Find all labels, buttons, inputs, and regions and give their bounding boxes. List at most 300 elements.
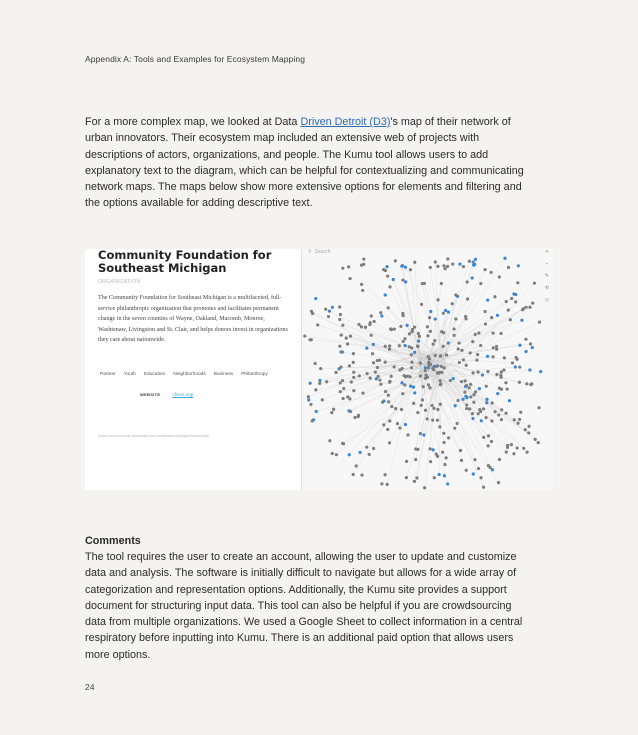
network-node[interactable] bbox=[384, 361, 387, 364]
network-node[interactable] bbox=[485, 398, 488, 401]
network-node[interactable] bbox=[484, 416, 487, 419]
network-node[interactable] bbox=[374, 371, 377, 374]
network-node[interactable] bbox=[465, 364, 468, 367]
network-node[interactable] bbox=[518, 365, 521, 368]
network-node[interactable] bbox=[410, 366, 413, 369]
network-node[interactable] bbox=[392, 278, 395, 281]
network-node[interactable] bbox=[438, 379, 441, 382]
network-node[interactable] bbox=[414, 458, 417, 461]
network-node[interactable] bbox=[452, 377, 455, 380]
zoom-out-icon[interactable]: − bbox=[545, 261, 549, 267]
network-node[interactable] bbox=[412, 385, 415, 388]
network-node[interactable] bbox=[472, 264, 475, 267]
network-node[interactable] bbox=[462, 265, 465, 268]
network-node[interactable] bbox=[492, 332, 495, 335]
network-node[interactable] bbox=[403, 337, 406, 340]
network-node[interactable] bbox=[504, 412, 507, 415]
network-node[interactable] bbox=[472, 472, 475, 475]
tag-partner[interactable]: Partner bbox=[100, 372, 116, 377]
network-node[interactable] bbox=[437, 473, 440, 476]
network-node[interactable] bbox=[478, 387, 481, 390]
network-node[interactable] bbox=[474, 258, 477, 261]
network-node[interactable] bbox=[441, 451, 444, 454]
pencil-icon[interactable]: ✎ bbox=[544, 273, 549, 279]
network-node[interactable] bbox=[460, 459, 463, 462]
network-node[interactable] bbox=[360, 325, 363, 328]
network-node[interactable] bbox=[442, 432, 445, 435]
network-node[interactable] bbox=[400, 265, 403, 268]
network-node[interactable] bbox=[482, 486, 485, 489]
network-node[interactable] bbox=[405, 324, 408, 327]
network-node[interactable] bbox=[388, 381, 391, 384]
network-node[interactable] bbox=[328, 439, 331, 442]
network-node[interactable] bbox=[352, 361, 355, 364]
network-node[interactable] bbox=[467, 386, 470, 389]
network-node[interactable] bbox=[456, 422, 459, 425]
network-node[interactable] bbox=[386, 483, 389, 486]
network-node[interactable] bbox=[436, 298, 439, 301]
network-node[interactable] bbox=[371, 352, 374, 355]
network-node[interactable] bbox=[443, 366, 446, 369]
network-node[interactable] bbox=[500, 332, 503, 335]
network-node[interactable] bbox=[387, 394, 390, 397]
network-node[interactable] bbox=[416, 345, 419, 348]
network-node[interactable] bbox=[330, 411, 333, 414]
network-node[interactable] bbox=[341, 267, 344, 270]
network-node[interactable] bbox=[518, 344, 521, 347]
network-node[interactable] bbox=[413, 351, 416, 354]
network-node[interactable] bbox=[419, 361, 422, 364]
network-node[interactable] bbox=[385, 265, 388, 268]
network-node[interactable] bbox=[502, 368, 505, 371]
network-node[interactable] bbox=[469, 351, 472, 354]
network-node[interactable] bbox=[480, 419, 483, 422]
tag-neighborhoods[interactable]: Neighborhoods bbox=[173, 372, 206, 377]
map-search[interactable] bbox=[308, 249, 331, 255]
network-node[interactable] bbox=[510, 443, 513, 446]
network-node[interactable] bbox=[527, 425, 530, 428]
network-node[interactable] bbox=[378, 359, 381, 362]
network-node[interactable] bbox=[424, 377, 427, 380]
network-node[interactable] bbox=[466, 280, 469, 283]
network-node[interactable] bbox=[444, 309, 447, 312]
network-node[interactable] bbox=[379, 311, 382, 314]
network-node[interactable] bbox=[451, 302, 454, 305]
network-node[interactable] bbox=[331, 452, 334, 455]
network-node[interactable] bbox=[509, 318, 512, 321]
network-node[interactable] bbox=[527, 431, 530, 434]
network-node[interactable] bbox=[338, 305, 341, 308]
network-node[interactable] bbox=[443, 463, 446, 466]
network-node[interactable] bbox=[486, 355, 489, 358]
network-node[interactable] bbox=[514, 365, 517, 368]
network-node[interactable] bbox=[372, 447, 375, 450]
network-node[interactable] bbox=[431, 419, 434, 422]
network-node[interactable] bbox=[432, 368, 435, 371]
network-map-panel[interactable] bbox=[302, 249, 553, 490]
network-node[interactable] bbox=[491, 401, 494, 404]
network-node[interactable] bbox=[387, 306, 390, 309]
network-node[interactable] bbox=[471, 371, 474, 374]
network-node[interactable] bbox=[423, 486, 426, 489]
network-node[interactable] bbox=[522, 307, 525, 310]
network-node[interactable] bbox=[442, 312, 445, 315]
network-node[interactable] bbox=[447, 310, 450, 313]
network-node[interactable] bbox=[373, 320, 376, 323]
network-node[interactable] bbox=[516, 358, 519, 361]
network-node[interactable] bbox=[401, 278, 404, 281]
network-node[interactable] bbox=[370, 314, 373, 317]
network-node[interactable] bbox=[349, 410, 352, 413]
network-node[interactable] bbox=[417, 340, 420, 343]
network-node[interactable] bbox=[490, 440, 493, 443]
network-node[interactable] bbox=[474, 333, 477, 336]
network-node[interactable] bbox=[307, 398, 310, 401]
network-node[interactable] bbox=[314, 388, 317, 391]
tag-philanthropy[interactable]: Philanthropy bbox=[241, 372, 268, 377]
network-node[interactable] bbox=[340, 333, 343, 336]
network-node[interactable] bbox=[357, 323, 360, 326]
network-node[interactable] bbox=[442, 441, 445, 444]
network-node[interactable] bbox=[331, 306, 334, 309]
network-node[interactable] bbox=[516, 446, 519, 449]
network-node[interactable] bbox=[424, 409, 427, 412]
network-node[interactable] bbox=[338, 318, 341, 321]
network-node[interactable] bbox=[311, 419, 314, 422]
network-node[interactable] bbox=[342, 442, 345, 445]
network-node[interactable] bbox=[339, 390, 342, 393]
network-node[interactable] bbox=[429, 266, 432, 269]
network-node[interactable] bbox=[372, 343, 375, 346]
network-node[interactable] bbox=[472, 393, 475, 396]
network-node[interactable] bbox=[528, 306, 531, 309]
network-node[interactable] bbox=[313, 362, 316, 365]
network-node[interactable] bbox=[495, 345, 498, 348]
network-node[interactable] bbox=[447, 436, 450, 439]
network-node[interactable] bbox=[309, 382, 312, 385]
network-node[interactable] bbox=[360, 264, 363, 267]
network-node[interactable] bbox=[518, 381, 521, 384]
network-node[interactable] bbox=[531, 346, 534, 349]
network-node[interactable] bbox=[510, 297, 513, 300]
network-node[interactable] bbox=[524, 350, 527, 353]
network-node[interactable] bbox=[539, 370, 542, 373]
network-node[interactable] bbox=[428, 386, 431, 389]
network-node[interactable] bbox=[460, 380, 463, 383]
network-node[interactable] bbox=[376, 366, 379, 369]
network-node[interactable] bbox=[494, 410, 497, 413]
network-node[interactable] bbox=[426, 325, 429, 328]
network-node[interactable] bbox=[433, 339, 436, 342]
network-node[interactable] bbox=[537, 441, 540, 444]
network-node[interactable] bbox=[357, 414, 360, 417]
network-node[interactable] bbox=[387, 400, 390, 403]
network-node[interactable] bbox=[426, 334, 429, 337]
network-node[interactable] bbox=[471, 276, 474, 279]
network-node[interactable] bbox=[443, 474, 446, 477]
network-node[interactable] bbox=[379, 383, 382, 386]
network-node[interactable] bbox=[335, 453, 338, 456]
network-node[interactable] bbox=[453, 334, 456, 337]
network-node[interactable] bbox=[398, 368, 401, 371]
network-node[interactable] bbox=[497, 481, 500, 484]
network-node[interactable] bbox=[472, 401, 475, 404]
network-node[interactable] bbox=[384, 345, 387, 348]
network-node[interactable] bbox=[424, 373, 427, 376]
network-node[interactable] bbox=[442, 331, 445, 334]
kumu-footer-link[interactable]: kumu.io/community-foundation-for-southeast-michigan/community bbox=[98, 434, 209, 438]
network-node[interactable] bbox=[451, 262, 454, 265]
network-node[interactable] bbox=[487, 434, 490, 437]
network-node[interactable] bbox=[456, 399, 459, 402]
network-node[interactable] bbox=[303, 334, 306, 337]
network-node[interactable] bbox=[508, 399, 511, 402]
network-node[interactable] bbox=[352, 352, 355, 355]
network-node[interactable] bbox=[361, 392, 364, 395]
network-node[interactable] bbox=[409, 375, 412, 378]
network-node[interactable] bbox=[465, 384, 468, 387]
network-node[interactable] bbox=[386, 274, 389, 277]
network-node[interactable] bbox=[403, 383, 406, 386]
network-node[interactable] bbox=[365, 347, 368, 350]
network-node[interactable] bbox=[506, 444, 509, 447]
network-node[interactable] bbox=[491, 355, 494, 358]
network-node[interactable] bbox=[478, 408, 481, 411]
network-node[interactable] bbox=[528, 368, 531, 371]
network-node[interactable] bbox=[436, 408, 439, 411]
network-node[interactable] bbox=[338, 345, 341, 348]
network-node[interactable] bbox=[383, 473, 386, 476]
network-node[interactable] bbox=[429, 310, 432, 313]
network-node[interactable] bbox=[400, 408, 403, 411]
network-node[interactable] bbox=[517, 264, 520, 267]
network-node[interactable] bbox=[469, 383, 472, 386]
network-node[interactable] bbox=[486, 298, 489, 301]
network-node[interactable] bbox=[324, 308, 327, 311]
network-node[interactable] bbox=[472, 260, 475, 263]
network-node[interactable] bbox=[453, 427, 456, 430]
network-node[interactable] bbox=[352, 371, 355, 374]
network-node[interactable] bbox=[382, 399, 385, 402]
network-node[interactable] bbox=[460, 349, 463, 352]
network-node[interactable] bbox=[358, 374, 361, 377]
network-node[interactable] bbox=[339, 313, 342, 316]
network-node[interactable] bbox=[428, 316, 431, 319]
network-node[interactable] bbox=[384, 293, 387, 296]
network-node[interactable] bbox=[445, 456, 448, 459]
network-node[interactable] bbox=[422, 385, 425, 388]
tag-youth[interactable]: Youth bbox=[123, 372, 136, 377]
network-node[interactable] bbox=[334, 371, 337, 374]
network-node[interactable] bbox=[481, 373, 484, 376]
network-node[interactable] bbox=[458, 341, 461, 344]
tag-education[interactable]: Education bbox=[143, 372, 166, 377]
network-node[interactable] bbox=[485, 385, 488, 388]
network-node[interactable] bbox=[498, 387, 501, 390]
network-node[interactable] bbox=[476, 370, 479, 373]
network-node[interactable] bbox=[434, 354, 437, 357]
network-node[interactable] bbox=[434, 317, 437, 320]
network-node[interactable] bbox=[384, 390, 387, 393]
network-node[interactable] bbox=[416, 448, 419, 451]
network-node[interactable] bbox=[464, 379, 467, 382]
network-node[interactable] bbox=[388, 285, 391, 288]
network-node[interactable] bbox=[458, 361, 461, 364]
network-node[interactable] bbox=[505, 450, 508, 453]
network-node[interactable] bbox=[316, 323, 319, 326]
network-node[interactable] bbox=[309, 403, 312, 406]
network-node[interactable] bbox=[401, 312, 404, 315]
network-node[interactable] bbox=[424, 369, 427, 372]
network-node[interactable] bbox=[484, 322, 487, 325]
network-node[interactable] bbox=[422, 433, 425, 436]
network-node[interactable] bbox=[417, 332, 420, 335]
network-node[interactable] bbox=[429, 460, 432, 463]
network-node[interactable] bbox=[516, 281, 519, 284]
network-node[interactable] bbox=[307, 395, 310, 398]
network-node[interactable] bbox=[308, 338, 311, 341]
network-node[interactable] bbox=[388, 419, 391, 422]
network-node[interactable] bbox=[514, 300, 517, 303]
network-node[interactable] bbox=[352, 389, 355, 392]
network-node[interactable] bbox=[462, 358, 465, 361]
network-node[interactable] bbox=[396, 422, 399, 425]
network-node[interactable] bbox=[440, 365, 443, 368]
network-node[interactable] bbox=[366, 372, 369, 375]
network-node[interactable] bbox=[394, 259, 397, 262]
network-node[interactable] bbox=[402, 340, 405, 343]
network-node[interactable] bbox=[519, 411, 522, 414]
network-node[interactable] bbox=[410, 353, 413, 356]
network-node[interactable] bbox=[458, 263, 461, 266]
network-node[interactable] bbox=[436, 265, 439, 268]
network-node[interactable] bbox=[325, 380, 328, 383]
network-node[interactable] bbox=[369, 377, 372, 380]
network-node[interactable] bbox=[413, 326, 416, 329]
network-node[interactable] bbox=[412, 402, 415, 405]
network-node[interactable] bbox=[446, 257, 449, 260]
network-node[interactable] bbox=[538, 320, 541, 323]
network-node[interactable] bbox=[468, 407, 471, 410]
network-node[interactable] bbox=[352, 376, 355, 379]
network-node[interactable] bbox=[360, 283, 363, 286]
network-node[interactable] bbox=[500, 418, 503, 421]
network-node[interactable] bbox=[457, 347, 460, 350]
network-node[interactable] bbox=[512, 452, 515, 455]
network-node[interactable] bbox=[375, 377, 378, 380]
network-node[interactable] bbox=[477, 467, 480, 470]
network-node[interactable] bbox=[474, 390, 477, 393]
network-node[interactable] bbox=[315, 410, 318, 413]
network-node[interactable] bbox=[454, 293, 457, 296]
network-graph[interactable] bbox=[302, 249, 553, 490]
network-node[interactable] bbox=[477, 412, 480, 415]
network-node[interactable] bbox=[461, 398, 464, 401]
network-node[interactable] bbox=[341, 324, 344, 327]
network-node[interactable] bbox=[465, 396, 468, 399]
network-node[interactable] bbox=[452, 327, 455, 330]
network-node[interactable] bbox=[442, 264, 445, 267]
network-node[interactable] bbox=[390, 375, 393, 378]
network-node[interactable] bbox=[401, 392, 404, 395]
network-node[interactable] bbox=[419, 374, 422, 377]
network-node[interactable] bbox=[432, 448, 435, 451]
network-node[interactable] bbox=[454, 317, 457, 320]
network-node[interactable] bbox=[398, 344, 401, 347]
network-node[interactable] bbox=[428, 447, 431, 450]
network-node[interactable] bbox=[405, 460, 408, 463]
network-node[interactable] bbox=[534, 438, 537, 441]
network-node[interactable] bbox=[475, 359, 478, 362]
network-node[interactable] bbox=[498, 458, 501, 461]
network-node[interactable] bbox=[496, 392, 499, 395]
tag-business[interactable]: Business bbox=[213, 372, 234, 377]
network-node[interactable] bbox=[368, 453, 371, 456]
network-node[interactable] bbox=[504, 381, 507, 384]
network-node[interactable] bbox=[349, 277, 352, 280]
network-node[interactable] bbox=[429, 363, 432, 366]
network-node[interactable] bbox=[490, 271, 493, 274]
network-node[interactable] bbox=[465, 403, 468, 406]
network-node[interactable] bbox=[404, 280, 407, 283]
network-node[interactable] bbox=[537, 406, 540, 409]
network-node[interactable] bbox=[327, 315, 330, 318]
network-node[interactable] bbox=[408, 332, 411, 335]
network-node[interactable] bbox=[522, 447, 525, 450]
network-node[interactable] bbox=[479, 344, 482, 347]
network-node[interactable] bbox=[503, 257, 506, 260]
network-node[interactable] bbox=[420, 404, 423, 407]
network-node[interactable] bbox=[361, 289, 364, 292]
network-node[interactable] bbox=[362, 257, 365, 260]
network-node[interactable] bbox=[446, 265, 449, 268]
network-node[interactable] bbox=[486, 370, 489, 373]
network-node[interactable] bbox=[507, 309, 510, 312]
network-node[interactable] bbox=[348, 453, 351, 456]
network-node[interactable] bbox=[404, 423, 407, 426]
network-node[interactable] bbox=[490, 419, 493, 422]
network-node[interactable] bbox=[339, 381, 342, 384]
network-node[interactable] bbox=[388, 344, 391, 347]
network-node[interactable] bbox=[465, 469, 468, 472]
network-node[interactable] bbox=[389, 327, 392, 330]
network-node[interactable] bbox=[332, 408, 335, 411]
website-link[interactable]: cfsem.org/ bbox=[172, 392, 194, 397]
network-node[interactable] bbox=[471, 417, 474, 420]
network-node[interactable] bbox=[350, 380, 353, 383]
network-node[interactable] bbox=[484, 268, 487, 271]
network-node[interactable] bbox=[408, 345, 411, 348]
network-node[interactable] bbox=[436, 364, 439, 367]
network-node[interactable] bbox=[524, 338, 527, 341]
network-node[interactable] bbox=[430, 404, 433, 407]
network-node[interactable] bbox=[353, 416, 356, 419]
network-node[interactable] bbox=[492, 346, 495, 349]
network-node[interactable] bbox=[405, 476, 408, 479]
network-node[interactable] bbox=[413, 261, 416, 264]
network-node[interactable] bbox=[365, 446, 368, 449]
network-node[interactable] bbox=[436, 455, 439, 458]
network-node[interactable] bbox=[497, 413, 500, 416]
network-node[interactable] bbox=[342, 387, 345, 390]
network-node[interactable] bbox=[339, 365, 342, 368]
network-node[interactable] bbox=[399, 325, 402, 328]
network-node[interactable] bbox=[482, 436, 485, 439]
network-node[interactable] bbox=[421, 398, 424, 401]
network-node[interactable] bbox=[485, 401, 488, 404]
network-node[interactable] bbox=[444, 267, 447, 270]
network-node[interactable] bbox=[525, 306, 528, 309]
